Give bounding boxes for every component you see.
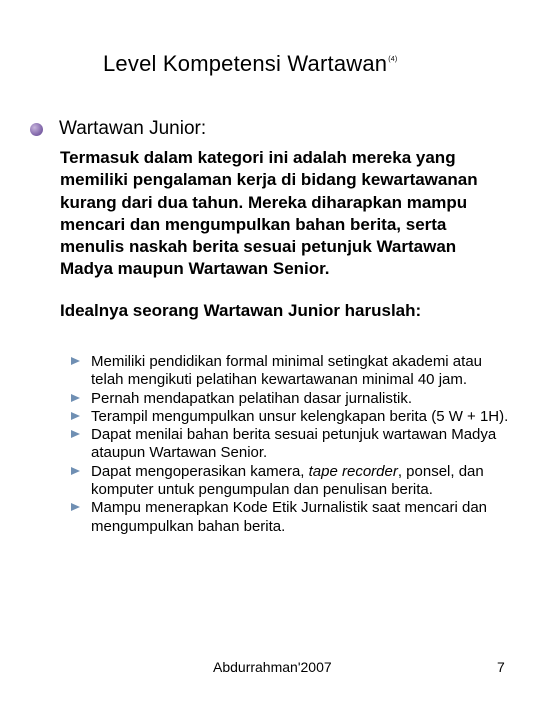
list-item	[70, 408, 510, 426]
title-text: Level Kompetensi Wartawan	[103, 51, 388, 76]
list-item	[70, 499, 510, 536]
list-item	[70, 353, 510, 390]
list-item-text: Dapat menilai bahan berita sesuai petunjuk wartawan Madya ataupun Wartawan Senior.	[91, 426, 497, 462]
list-item-text: Terampil mengumpulkan unsur kelengkapan berita (5 W + 1H).	[91, 407, 509, 425]
requirements-list	[70, 353, 510, 536]
list-item-text: Mampu menerapkan Kode Etik Jurnalistik saat mencari dan mengumpulkan bahan berita.	[91, 499, 488, 535]
triangle-bullet-icon	[71, 357, 80, 365]
triangle-bullet-icon	[71, 503, 80, 511]
triangle-bullet-icon	[71, 467, 80, 475]
list-item-text: Pernah mendapatkan pelatihan dasar jurnalistik.	[91, 389, 413, 407]
list-item-text: Memiliki pendidikan formal minimal setingkat akademi atau telah mengikuti pelatihan kewartawanan minimal 40 jam.	[91, 353, 483, 389]
list-item	[70, 390, 510, 408]
triangle-bullet-icon	[71, 412, 80, 420]
description-paragraph: Termasuk dalam kategori ini adalah mereka yang memiliki pengalaman kerja di bidang kewartawanan kurang dari dua tahun. Mereka diharapkan mampu mencari dan mengumpulkan bahan berita, serta menulis naskah berita sesuai petunjuk Wartawan Madya maupun Wartawan Senior.	[60, 148, 478, 279]
slide-title	[103, 51, 397, 77]
title-superscript: (4)	[388, 55, 398, 63]
footer-author: Abdurrahman'2007	[213, 659, 332, 675]
section-heading: Wartawan Junior:	[59, 118, 207, 139]
purple-sphere-bullet-icon	[30, 123, 43, 136]
list-item-text-pre: Dapat mengoperasikan kamera,	[91, 462, 309, 480]
page-number: 7	[497, 659, 505, 675]
list-item	[70, 463, 510, 500]
list-item-text-post: , ponsel, dan komputer untuk pengumpulan dan penulisan berita.	[91, 462, 484, 499]
list-item	[70, 426, 510, 463]
ideal-intro: Idealnya seorang Wartawan Junior haruslah:	[60, 301, 422, 320]
list-item-text-emphasis: tape recorder	[308, 462, 398, 480]
triangle-bullet-icon	[71, 430, 80, 438]
triangle-bullet-icon	[71, 394, 80, 402]
